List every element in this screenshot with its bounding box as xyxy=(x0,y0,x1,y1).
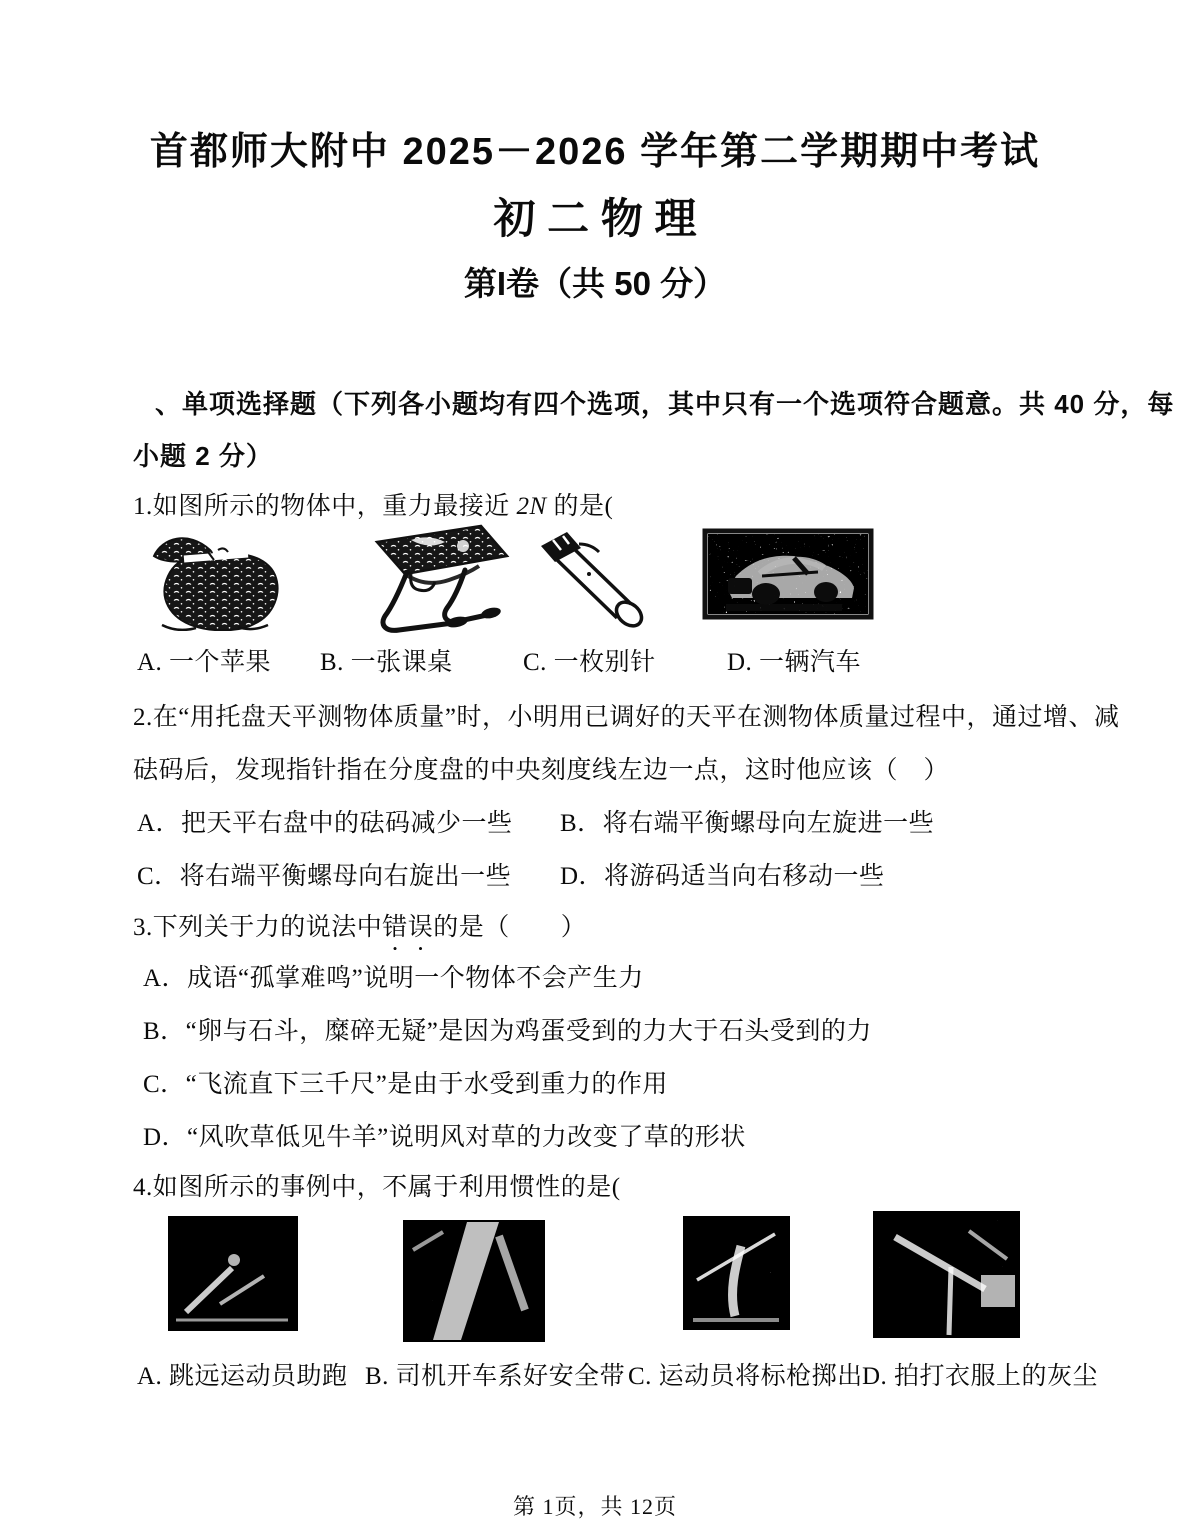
q4-option-b: B. 司机开车系好安全带 xyxy=(365,1363,626,1390)
javelin-throw-photo xyxy=(683,1216,790,1330)
q2-option-c: C．将右端平衡螺母向右旋出一些 xyxy=(137,863,512,890)
q3-option-a: A．成语“孤掌难鸣”说明一个物体不会产生力 xyxy=(143,965,644,992)
question-3-text xyxy=(133,907,586,956)
question-3-text-post: 的是（ ） xyxy=(433,914,587,941)
q2-option-a: A．把天平右盘中的砝码减少一些 xyxy=(137,810,513,837)
question-1-text xyxy=(133,486,613,522)
q4-option-d: D. 拍打衣服上的灰尘 xyxy=(862,1363,1099,1390)
question-4-figure-row xyxy=(133,1206,1123,1342)
apple-figure xyxy=(148,526,298,631)
question-4-text: 4.如图所示的事例中，不属于利用惯性的是( xyxy=(133,1174,621,1201)
driver-seatbelt-photo xyxy=(403,1220,545,1342)
q1-option-b: B. 一张课桌 xyxy=(320,649,453,676)
q2-option-b: B．将右端平衡螺母向左旋进一些 xyxy=(560,810,935,837)
question-2-options-cd xyxy=(133,856,1123,892)
section-heading: 第I卷（共 50 分） xyxy=(463,265,727,302)
school-desk-figure xyxy=(341,520,519,636)
q3-option-c: C．“飞流直下三千尺”是由于水受到重力的作用 xyxy=(143,1071,668,1098)
q4-option-a: A. 跳远运动员助跑 xyxy=(137,1363,348,1390)
q2-option-d: D．将游码适当向右移动一些 xyxy=(560,863,885,890)
question-1-text-pre: 1.如图所示的物体中，重力最接近 xyxy=(133,493,517,520)
question-1-text-post: 的是( xyxy=(546,493,614,520)
q1-option-c: C. 一枚别针 xyxy=(523,649,656,676)
long-jump-run-up-photo xyxy=(168,1216,298,1331)
question-1-force-value: 2N xyxy=(516,493,547,520)
q3-option-d: D．“风吹草低见牛羊”说明风对草的力改变了草的形状 xyxy=(143,1124,746,1151)
question-3-text-pre: 3.下列关于力的说法中 xyxy=(133,914,383,941)
exam-subject: 初 二 物 理 xyxy=(493,195,697,242)
question-2-line-2: 砝码后，发现指针指在分度盘的中央刻度线左边一点，这时他应该（ ） xyxy=(133,757,950,784)
instructions-line-2: 小题 2 分） xyxy=(133,441,273,471)
question-2-options-ab xyxy=(133,803,1123,839)
question-2-line-1: 2.在“用托盘天平测物体质量”时，小明用已调好的天平在测物体质量过程中，通过增、减 xyxy=(133,704,1120,731)
question-4-options xyxy=(133,1356,1123,1392)
safety-pin-figure xyxy=(527,524,659,630)
q4-option-c: C. 运动员将标枪掷出 xyxy=(628,1363,863,1390)
car-figure xyxy=(702,528,874,620)
q1-option-d: D. 一辆汽车 xyxy=(727,649,862,676)
dusting-clothes-photo xyxy=(873,1211,1020,1338)
page-title: 首都师大附中 2025－2026 学年第二学期期中考试 xyxy=(149,131,1041,173)
question-1-figure-row xyxy=(133,518,1123,640)
question-3-emphasized-word: 错误 xyxy=(382,914,434,941)
instructions-line-1: 、单项选择题（下列各小题均有四个选项，其中只有一个选项符合题意。共 40 分，每 xyxy=(155,389,1175,419)
question-1-options xyxy=(133,642,1123,678)
q3-option-b: B．“卵与石斗，糜碎无疑”是因为鸡蛋受到的力大于石头受到的力 xyxy=(143,1018,872,1045)
q1-option-a: A. 一个苹果 xyxy=(137,649,272,676)
page-footer: 第 1页，共 12页 xyxy=(512,1494,677,1519)
